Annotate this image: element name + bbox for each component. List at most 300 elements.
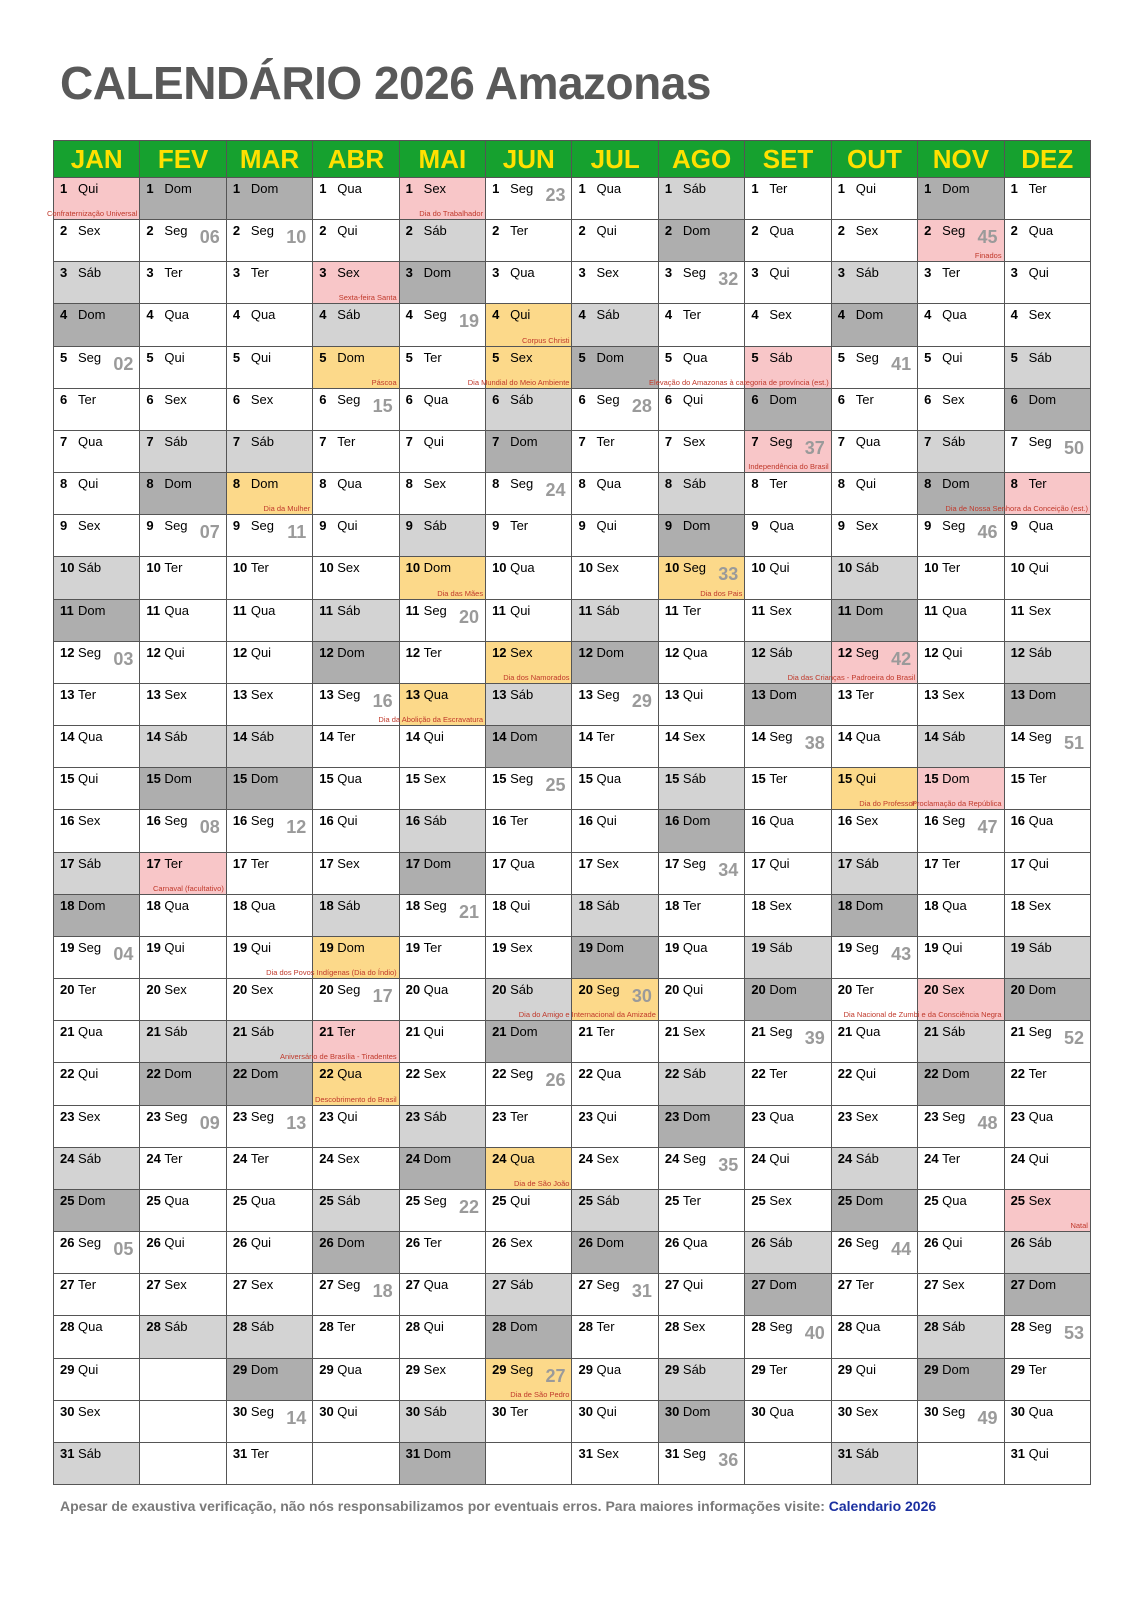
day-cell bbox=[745, 220, 831, 262]
day-number: 29 bbox=[751, 1361, 766, 1377]
day-cell bbox=[745, 853, 831, 895]
day-cell bbox=[227, 473, 313, 515]
day-number: 11 bbox=[60, 602, 74, 618]
day-number: 30 bbox=[492, 1403, 507, 1419]
day-number: 21 bbox=[492, 1024, 507, 1040]
day-number: 21 bbox=[146, 1024, 161, 1040]
weekday-label: Qua bbox=[423, 982, 449, 998]
day-number: 31 bbox=[1010, 1445, 1026, 1461]
day-number: 11 bbox=[578, 602, 593, 618]
day-cell bbox=[400, 389, 486, 431]
day-cell bbox=[227, 684, 313, 726]
day-number: 28 bbox=[664, 1319, 680, 1335]
day-cell bbox=[832, 1148, 918, 1190]
day-number: 12 bbox=[146, 644, 161, 660]
weekday-label: Sex bbox=[942, 391, 965, 407]
weekday-label: Sex bbox=[164, 982, 187, 998]
day-cell bbox=[54, 937, 140, 979]
day-cell bbox=[1005, 557, 1091, 599]
day-number: 25 bbox=[837, 1192, 853, 1208]
day-number: 12 bbox=[232, 644, 248, 660]
day-cell bbox=[918, 1063, 1004, 1105]
weekday-label: Qua bbox=[337, 181, 362, 196]
weekday-label: Qui bbox=[423, 1024, 444, 1040]
day-number: 8 bbox=[664, 476, 673, 492]
day-cell bbox=[313, 895, 399, 937]
weekday-label: Sex bbox=[78, 1403, 101, 1419]
day-number: 25 bbox=[924, 1192, 939, 1208]
weekday-label: Ter bbox=[682, 307, 701, 323]
weekday-label: Dom bbox=[769, 982, 797, 998]
day-number: 14 bbox=[405, 729, 421, 745]
day-number: 4 bbox=[405, 307, 413, 323]
day-cell bbox=[46, 178, 140, 220]
day-number: 19 bbox=[751, 939, 766, 955]
day-number: 25 bbox=[405, 1192, 421, 1208]
day-cell bbox=[745, 1401, 831, 1443]
day-cell bbox=[486, 1232, 572, 1274]
day-cell bbox=[140, 1063, 226, 1105]
day-number: 20 bbox=[578, 982, 593, 998]
day-cell bbox=[227, 304, 313, 346]
weekday-label: Ter bbox=[78, 982, 97, 998]
week-number: 31 bbox=[631, 1281, 652, 1302]
weekday-label: Ter bbox=[942, 265, 961, 281]
weekday-label: Sáb bbox=[855, 1150, 879, 1166]
holiday-name: Aniversário de Brasília - Tiradentes bbox=[279, 1052, 397, 1062]
day-number: 4 bbox=[1010, 307, 1018, 323]
month-header-ago: AGO bbox=[659, 141, 745, 178]
weekday-label: Qua bbox=[1028, 1108, 1054, 1124]
weekday-label: Qui bbox=[769, 1150, 790, 1166]
day-cell bbox=[832, 1190, 918, 1232]
weekday-label: Sex bbox=[164, 686, 187, 702]
day-cell bbox=[140, 515, 226, 557]
weekday-label: Sex bbox=[769, 897, 792, 913]
weekday-label: Ter bbox=[164, 265, 183, 281]
day-number: 16 bbox=[1010, 813, 1026, 829]
week-number: 18 bbox=[372, 1281, 393, 1302]
weekday-label: Dom bbox=[855, 307, 884, 323]
day-number: 10 bbox=[405, 560, 421, 576]
day-cell bbox=[486, 895, 572, 937]
day-cell bbox=[918, 347, 1004, 389]
day-number: 2 bbox=[319, 223, 327, 239]
weekday-label: Dom bbox=[78, 307, 106, 323]
day-cell bbox=[1005, 304, 1091, 346]
weekday-label: Dom bbox=[337, 644, 365, 660]
day-cell bbox=[227, 810, 313, 852]
weekday-label: Ter bbox=[596, 1024, 615, 1040]
holiday-name: Dia das Crianças - Padroeira do Brasil bbox=[787, 672, 916, 682]
day-number: 6 bbox=[837, 391, 845, 407]
day-cell bbox=[140, 684, 226, 726]
day-number: 15 bbox=[146, 771, 161, 787]
weekday-label: Qua bbox=[942, 1192, 967, 1208]
day-number: 1 bbox=[1010, 181, 1018, 196]
holiday-name: Dia das Mães bbox=[437, 588, 484, 598]
month-header-dez: DEZ bbox=[1005, 141, 1091, 178]
day-cell bbox=[572, 726, 658, 768]
day-cell bbox=[400, 431, 486, 473]
day-number: 18 bbox=[232, 897, 248, 913]
day-cell bbox=[745, 389, 831, 431]
day-number: 8 bbox=[1010, 476, 1018, 492]
weekday-label: Qua bbox=[164, 897, 189, 913]
day-number: 22 bbox=[1010, 1066, 1026, 1082]
day-number: 17 bbox=[319, 855, 334, 871]
weekday-label: Qui bbox=[337, 518, 358, 534]
weekday-label: Seg bbox=[423, 602, 447, 618]
day-number: 27 bbox=[405, 1277, 421, 1293]
day-number: 14 bbox=[232, 729, 248, 745]
weekday-label: Ter bbox=[855, 1277, 874, 1293]
weekday-label: Qui bbox=[423, 1319, 444, 1335]
weekday-label: Sáb bbox=[164, 1024, 188, 1040]
day-number: 24 bbox=[1010, 1150, 1026, 1166]
weekday-label: Seg bbox=[769, 1319, 793, 1335]
day-cell bbox=[572, 473, 658, 515]
day-number: 5 bbox=[405, 349, 413, 365]
day-cell bbox=[918, 389, 1004, 431]
day-cell bbox=[486, 1106, 572, 1148]
day-number: 4 bbox=[319, 307, 327, 323]
day-cell bbox=[659, 1190, 745, 1232]
day-number: 12 bbox=[578, 644, 593, 660]
week-number: 21 bbox=[459, 901, 480, 922]
empty-day-cell bbox=[313, 1443, 399, 1485]
day-number: 13 bbox=[578, 686, 593, 702]
day-number: 22 bbox=[405, 1066, 421, 1082]
day-number: 27 bbox=[319, 1277, 334, 1293]
week-number: 36 bbox=[718, 1449, 739, 1470]
weekday-label: Ter bbox=[250, 855, 269, 871]
day-cell bbox=[400, 1274, 486, 1316]
weekday-label: Sáb bbox=[78, 265, 102, 281]
day-number: 18 bbox=[1010, 897, 1026, 913]
weekday-label: Sáb bbox=[423, 1108, 447, 1124]
day-cell bbox=[659, 684, 745, 726]
day-cell bbox=[572, 1359, 658, 1401]
day-number: 12 bbox=[837, 644, 853, 660]
day-number: 11 bbox=[924, 602, 938, 618]
weekday-label: Ter bbox=[1028, 476, 1047, 492]
weekday-label: Qui bbox=[250, 644, 272, 660]
day-number: 3 bbox=[837, 265, 845, 281]
day-number: 15 bbox=[60, 771, 75, 787]
day-cell bbox=[832, 178, 918, 220]
weekday-label: Qua bbox=[769, 1108, 794, 1124]
day-cell bbox=[400, 262, 486, 304]
day-cell bbox=[572, 1190, 658, 1232]
weekday-label: Seg bbox=[1028, 1024, 1052, 1040]
day-cell bbox=[832, 1316, 918, 1358]
weekday-label: Qui bbox=[682, 1277, 704, 1293]
day-cell bbox=[400, 1021, 486, 1063]
weekday-label: Qua bbox=[337, 476, 362, 492]
weekday-label: Seg bbox=[855, 1235, 879, 1251]
weekday-label: Dom bbox=[1028, 1277, 1057, 1293]
day-number: 30 bbox=[578, 1403, 593, 1419]
day-cell bbox=[918, 1190, 1004, 1232]
weekday-label: Sáb bbox=[250, 1319, 274, 1335]
weekday-label: Dom bbox=[423, 1150, 452, 1166]
weekday-label: Qui bbox=[769, 265, 790, 281]
weekday-label: Sex bbox=[942, 982, 965, 998]
day-number: 2 bbox=[405, 223, 413, 239]
weekday-label: Sáb bbox=[164, 433, 188, 449]
day-cell bbox=[832, 895, 918, 937]
holiday-name: Independência do Brasil bbox=[748, 462, 829, 472]
day-number: 6 bbox=[146, 391, 154, 407]
week-number: 45 bbox=[977, 227, 998, 248]
day-number: 3 bbox=[232, 265, 241, 281]
weekday-label: Sex bbox=[510, 349, 533, 365]
day-cell bbox=[400, 1401, 486, 1443]
day-number: 23 bbox=[924, 1108, 939, 1124]
weekday-label: Seg bbox=[78, 349, 102, 365]
day-cell bbox=[918, 178, 1004, 220]
day-cell bbox=[227, 1232, 313, 1274]
weekday-label: Seg bbox=[1028, 1319, 1052, 1335]
day-cell bbox=[1005, 642, 1091, 684]
day-number: 24 bbox=[146, 1150, 161, 1166]
day-number: 31 bbox=[578, 1445, 593, 1461]
weekday-label: Qua bbox=[78, 433, 103, 449]
holiday-name: Dia de São João bbox=[514, 1178, 570, 1188]
weekday-label: Sáb bbox=[682, 476, 707, 492]
weekday-label: Qui bbox=[337, 1108, 358, 1124]
weekday-label: Ter bbox=[769, 1361, 788, 1377]
day-number: 22 bbox=[924, 1066, 939, 1082]
weekday-label: Seg bbox=[164, 813, 188, 829]
day-cell bbox=[659, 220, 745, 262]
day-cell bbox=[486, 1021, 572, 1063]
day-number: 29 bbox=[578, 1361, 593, 1377]
weekday-label: Qua bbox=[596, 771, 622, 787]
day-number: 10 bbox=[578, 560, 593, 576]
weekday-label: Dom bbox=[682, 223, 711, 239]
day-number: 22 bbox=[319, 1066, 334, 1082]
day-cell bbox=[918, 726, 1004, 768]
weekday-label: Sáb bbox=[769, 349, 793, 365]
day-number: 18 bbox=[405, 897, 421, 913]
day-cell bbox=[140, 642, 226, 684]
day-cell bbox=[313, 431, 399, 473]
holiday-name: Dia da Abolição da Escravatura bbox=[378, 715, 484, 725]
weekday-label: Ter bbox=[1028, 1361, 1047, 1377]
weekday-label: Seg bbox=[510, 771, 534, 787]
day-cell bbox=[1005, 431, 1091, 473]
weekday-label: Dom bbox=[78, 897, 106, 913]
day-cell bbox=[486, 1274, 572, 1316]
weekday-label: Qui bbox=[682, 686, 704, 702]
day-number: 9 bbox=[837, 518, 845, 534]
day-number: 4 bbox=[492, 307, 500, 323]
day-number: 30 bbox=[60, 1403, 75, 1419]
weekday-label: Ter bbox=[250, 560, 269, 576]
day-number: 6 bbox=[1010, 391, 1018, 407]
day-cell bbox=[54, 347, 140, 389]
day-number: 23 bbox=[60, 1108, 75, 1124]
weekday-label: Sáb bbox=[855, 560, 879, 576]
week-number: 51 bbox=[1063, 733, 1084, 754]
day-cell bbox=[266, 937, 399, 979]
weekday-label: Sáb bbox=[250, 433, 274, 449]
weekday-label: Qui bbox=[942, 1235, 963, 1251]
day-cell bbox=[54, 473, 140, 515]
day-number: 5 bbox=[578, 349, 586, 365]
day-number: 3 bbox=[1010, 265, 1018, 281]
weekday-label: Sáb bbox=[1028, 939, 1052, 955]
day-number: 16 bbox=[664, 813, 680, 829]
weekday-label: Ter bbox=[942, 1150, 961, 1166]
weekday-label: Ter bbox=[164, 560, 183, 576]
weekday-label: Sáb bbox=[250, 1024, 274, 1040]
day-number: 17 bbox=[232, 855, 248, 871]
weekday-label: Dom bbox=[682, 813, 711, 829]
day-number: 18 bbox=[751, 897, 766, 913]
weekday-label: Sáb bbox=[423, 813, 447, 829]
day-number: 22 bbox=[232, 1066, 248, 1082]
day-number: 14 bbox=[492, 729, 507, 745]
day-cell bbox=[313, 1148, 399, 1190]
weekday-label: Dom bbox=[1028, 686, 1057, 702]
day-number: 27 bbox=[60, 1277, 75, 1293]
day-number: 31 bbox=[837, 1445, 853, 1461]
day-cell bbox=[659, 642, 745, 684]
day-number: 20 bbox=[664, 982, 680, 998]
empty-day-cell bbox=[140, 1443, 226, 1485]
weekday-label: Sex bbox=[423, 1361, 447, 1377]
day-number: 9 bbox=[578, 518, 586, 534]
weekday-label: Dom bbox=[942, 1361, 970, 1377]
weekday-label: Qua bbox=[596, 1361, 622, 1377]
day-number: 12 bbox=[664, 644, 680, 660]
weekday-label: Qua bbox=[78, 1024, 103, 1040]
day-cell bbox=[918, 1021, 1004, 1063]
day-number: 30 bbox=[319, 1403, 334, 1419]
day-number: 23 bbox=[319, 1108, 334, 1124]
day-number: 27 bbox=[146, 1277, 161, 1293]
weekday-label: Seg bbox=[250, 223, 274, 239]
week-number: 46 bbox=[977, 522, 998, 543]
day-cell bbox=[832, 220, 918, 262]
footer-link[interactable]: Calendario 2026 bbox=[828, 1498, 937, 1514]
day-number: 5 bbox=[492, 349, 500, 365]
weekday-label: Dom bbox=[596, 939, 624, 955]
week-number: 40 bbox=[804, 1323, 825, 1344]
day-cell bbox=[486, 642, 572, 684]
weekday-label: Sáb bbox=[337, 307, 361, 323]
day-cell bbox=[54, 1359, 140, 1401]
day-number: 5 bbox=[837, 349, 845, 365]
weekday-label: Seg bbox=[510, 476, 534, 492]
weekday-label: Sex bbox=[596, 265, 619, 281]
weekday-label: Dom bbox=[164, 181, 192, 196]
day-cell bbox=[54, 1316, 140, 1358]
day-number: 26 bbox=[924, 1235, 939, 1251]
day-number: 30 bbox=[751, 1403, 766, 1419]
weekday-label: Dom bbox=[423, 855, 452, 871]
day-number: 10 bbox=[492, 560, 507, 576]
day-cell bbox=[572, 557, 658, 599]
day-number: 3 bbox=[146, 265, 154, 281]
weekday-label: Seg bbox=[769, 433, 793, 449]
day-cell bbox=[572, 810, 658, 852]
day-number: 8 bbox=[405, 476, 413, 492]
weekday-label: Qua bbox=[510, 560, 535, 576]
day-cell bbox=[918, 304, 1004, 346]
weekday-label: Sex bbox=[164, 391, 187, 407]
weekday-label: Ter bbox=[250, 1445, 269, 1461]
day-cell bbox=[54, 768, 140, 810]
day-cell bbox=[313, 642, 399, 684]
weekday-label: Sex bbox=[1028, 897, 1051, 913]
day-cell bbox=[1005, 262, 1091, 304]
day-number: 17 bbox=[492, 855, 507, 871]
day-number: 18 bbox=[319, 897, 334, 913]
day-cell bbox=[832, 600, 918, 642]
week-number: 04 bbox=[113, 943, 134, 964]
weekday-label: Dom bbox=[164, 771, 192, 787]
day-number: 30 bbox=[405, 1403, 421, 1419]
weekday-label: Ter bbox=[337, 1319, 356, 1335]
day-number: 6 bbox=[319, 391, 327, 407]
weekday-label: Sáb bbox=[682, 1066, 707, 1082]
day-cell bbox=[745, 1316, 831, 1358]
day-number: 7 bbox=[751, 433, 759, 449]
weekday-label: Sáb bbox=[337, 897, 361, 913]
weekday-label: Qua bbox=[682, 349, 708, 365]
week-number: 52 bbox=[1063, 1028, 1084, 1049]
day-number: 7 bbox=[492, 433, 500, 449]
day-number: 10 bbox=[232, 560, 248, 576]
day-cell bbox=[659, 431, 745, 473]
week-number: 09 bbox=[199, 1112, 220, 1133]
holiday-name: Descobrimento do Brasil bbox=[314, 1094, 397, 1104]
day-number: 4 bbox=[578, 307, 586, 323]
weekday-label: Dom bbox=[596, 1235, 624, 1251]
day-number: 30 bbox=[232, 1403, 248, 1419]
day-number: 19 bbox=[232, 939, 248, 955]
day-cell bbox=[572, 515, 658, 557]
weekday-label: Dom bbox=[250, 1066, 279, 1082]
week-number: 27 bbox=[545, 1365, 566, 1386]
day-cell bbox=[227, 389, 313, 431]
day-cell bbox=[140, 810, 226, 852]
weekday-label: Qui bbox=[942, 349, 963, 365]
weekday-label: Qui bbox=[1028, 1445, 1049, 1461]
day-cell bbox=[1005, 1063, 1091, 1105]
day-number: 14 bbox=[664, 729, 680, 745]
weekday-label: Sáb bbox=[78, 855, 102, 871]
day-cell bbox=[918, 937, 1004, 979]
day-cell bbox=[227, 979, 313, 1021]
day-number: 25 bbox=[664, 1192, 680, 1208]
weekday-label: Ter bbox=[510, 518, 529, 534]
day-number: 16 bbox=[837, 813, 853, 829]
day-cell bbox=[313, 1232, 399, 1274]
day-cell bbox=[140, 1148, 226, 1190]
weekday-label: Sex bbox=[78, 223, 101, 239]
day-number: 7 bbox=[664, 433, 673, 449]
day-cell bbox=[745, 473, 831, 515]
day-number: 26 bbox=[146, 1235, 161, 1251]
weekday-label: Qua bbox=[78, 729, 103, 745]
day-number: 19 bbox=[578, 939, 593, 955]
week-number: 16 bbox=[372, 690, 393, 711]
